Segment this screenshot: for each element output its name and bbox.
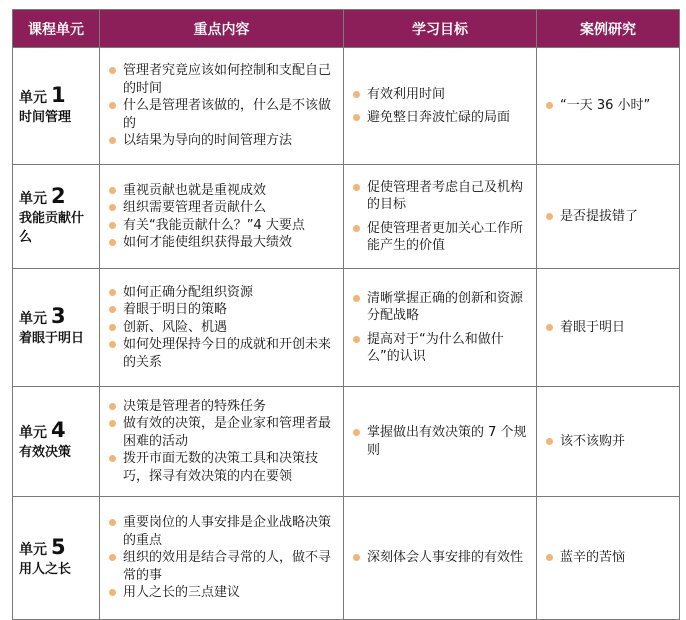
unit-word: 单元 — [19, 425, 47, 441]
header-goals: 学习目标 — [344, 10, 537, 48]
list-item-text: 有效利用时间 — [367, 86, 446, 102]
list-item-text: 如何才能使组织获得最大绩效 — [123, 235, 293, 250]
list-item — [350, 86, 530, 104]
bullet-list — [543, 433, 673, 451]
unit-name: 着眼于明日 — [19, 331, 85, 346]
bullet-list — [543, 319, 673, 337]
unit-label — [19, 534, 93, 579]
table-row — [13, 48, 680, 165]
list-item-text: 什么是管理者该做的，什么是不该做的 — [123, 98, 332, 131]
goals-cell — [344, 387, 537, 497]
unit-label — [19, 304, 93, 348]
table-row — [13, 269, 680, 387]
bullet-icon — [109, 455, 116, 462]
bullet-icon — [109, 137, 116, 144]
bullet-icon — [546, 438, 553, 445]
bullet-icon — [109, 324, 116, 331]
case-cell — [537, 165, 680, 269]
list-item — [106, 336, 337, 371]
unit-cell — [13, 165, 100, 269]
unit-cell — [13, 48, 100, 165]
list-item-text: 掌握做出有效决策的 7 个规则 — [367, 425, 527, 458]
table-row — [13, 387, 680, 497]
unit-word: 单元 — [19, 311, 47, 327]
list-item — [106, 319, 337, 337]
bullet-list — [350, 549, 530, 567]
bullet-icon — [546, 554, 553, 561]
list-item — [106, 62, 337, 97]
bullet-list — [350, 179, 530, 255]
bullet-icon — [109, 589, 116, 596]
header-row — [13, 10, 680, 48]
bullet-list — [106, 514, 337, 602]
case-text: 着眼于明日 — [560, 319, 626, 335]
list-item-text: 重视贡献也就是重视成效 — [123, 182, 267, 198]
bullet-icon — [353, 184, 360, 191]
bullet-icon — [353, 554, 360, 561]
list-item — [106, 584, 337, 602]
list-item-text: 组织需要管理者贡献什么 — [123, 200, 267, 215]
case-item — [543, 549, 673, 567]
content-cell — [100, 165, 344, 269]
case-text: 蓝辛的苦恼 — [560, 550, 626, 566]
bullet-list — [106, 62, 337, 150]
list-item — [106, 217, 337, 235]
list-item-text: 用人之长的三点建议 — [123, 585, 241, 601]
unit-label — [19, 183, 93, 247]
bullet-list — [350, 86, 530, 127]
bullet-icon — [109, 341, 116, 348]
list-item-text: 有关“我能贡献什么？”4 大要点 — [123, 217, 305, 233]
bullet-icon — [353, 91, 360, 98]
bullet-icon — [109, 67, 116, 74]
content-cell — [100, 269, 344, 387]
list-item — [106, 301, 337, 319]
list-item — [350, 549, 530, 567]
list-item-text: 避免整日奔波忙碌的局面 — [367, 110, 511, 125]
goals-cell — [344, 165, 537, 269]
unit-number: 3 — [51, 304, 66, 328]
list-item-text: 拨开市面无数的决策工具和决策技巧，探寻有效决策的内在要领 — [123, 451, 319, 484]
bullet-icon — [109, 187, 116, 194]
unit-name: 有效决策 — [19, 445, 72, 460]
unit-word: 单元 — [19, 89, 47, 106]
case-item — [543, 433, 673, 451]
list-item-text: 重要岗位的人事安排是企业战略决策的重点 — [123, 515, 332, 548]
case-cell — [537, 48, 680, 165]
bullet-icon — [109, 102, 116, 109]
list-item-text: 做有效的决策，是企业家和管理者最困难的活动 — [123, 416, 332, 449]
case-text: “一天 36 小时” — [560, 98, 651, 114]
bullet-list — [106, 398, 337, 486]
table-row — [13, 497, 680, 620]
bullet-icon — [353, 429, 360, 436]
bullet-icon — [546, 213, 553, 220]
bullet-icon — [353, 225, 360, 232]
list-item-text: 深刻体会人事安排的有效性 — [367, 550, 524, 566]
content-cell — [100, 387, 344, 497]
bullet-list — [543, 549, 673, 567]
case-cell — [537, 269, 680, 387]
list-item — [350, 290, 530, 325]
unit-name: 时间管理 — [19, 109, 72, 125]
bullet-list — [543, 97, 673, 115]
course-table — [12, 9, 680, 620]
header-content: 重点内容 — [100, 10, 344, 48]
unit-number: 4 — [51, 418, 66, 442]
list-item-text: 以结果为导向的时间管理方法 — [123, 133, 293, 149]
list-item — [350, 109, 530, 127]
bullet-icon — [109, 403, 116, 410]
list-item-text: 组织的效用是结合寻常的人，做不寻常的事 — [123, 550, 332, 583]
bullet-icon — [109, 519, 116, 526]
list-item-text: 决策是管理者的特殊任务 — [123, 398, 267, 414]
list-item — [350, 331, 530, 366]
content-cell — [100, 497, 344, 620]
case-item — [543, 319, 673, 337]
list-item-text: 清晰掌握正确的创新和资源分配战略 — [367, 290, 524, 323]
bullet-icon — [109, 420, 116, 427]
header-case: 案例研究 — [537, 10, 680, 48]
bullet-icon — [109, 554, 116, 561]
list-item — [106, 199, 337, 217]
list-item — [106, 450, 337, 485]
unit-word: 单元 — [19, 190, 47, 207]
list-item — [106, 132, 337, 150]
unit-cell — [13, 497, 100, 620]
list-item — [106, 549, 337, 584]
list-item — [106, 97, 337, 132]
list-item-text: 管理者究竟应该如何控制和支配自己的时间 — [123, 63, 332, 96]
list-item — [350, 179, 530, 214]
bullet-icon — [109, 222, 116, 229]
content-cell — [100, 48, 344, 165]
bullet-list — [106, 284, 337, 372]
unit-word: 单元 — [19, 541, 47, 558]
list-item — [106, 234, 337, 252]
list-item-text: 创新、风险、机遇 — [123, 319, 228, 335]
bullet-icon — [546, 102, 553, 109]
list-item — [106, 182, 337, 200]
bullet-icon — [546, 324, 553, 331]
list-item — [106, 284, 337, 302]
list-item — [106, 415, 337, 450]
bullet-icon — [109, 289, 116, 296]
case-cell — [537, 387, 680, 497]
list-item — [106, 398, 337, 416]
unit-number: 2 — [51, 183, 66, 208]
case-text: 是否提拔错了 — [560, 208, 639, 224]
bullet-icon — [109, 306, 116, 313]
list-item-text: 促使管理者更加关心工作所能产生的价值 — [367, 220, 524, 253]
table-row — [13, 165, 680, 269]
bullet-list — [106, 182, 337, 252]
unit-label — [19, 418, 93, 462]
list-item-text: 如何正确分配组织资源 — [123, 284, 254, 300]
header-unit: 课程单元 — [13, 10, 100, 48]
unit-cell — [13, 269, 100, 387]
unit-name: 我能贡献什么 — [19, 210, 85, 245]
case-cell — [537, 497, 680, 620]
bullet-icon — [353, 295, 360, 302]
list-item-text: 促使管理者考虑自己及机构的目标 — [367, 179, 524, 212]
bullet-icon — [109, 239, 116, 246]
list-item-text: 着眼于明日的策略 — [123, 302, 228, 318]
case-item — [543, 208, 673, 226]
bullet-list — [350, 424, 530, 459]
unit-cell — [13, 387, 100, 497]
unit-name: 用人之长 — [19, 561, 72, 577]
case-item — [543, 97, 673, 115]
list-item — [350, 424, 530, 459]
list-item-text: 提高对于“为什么和做什么”的认识 — [367, 331, 504, 364]
goals-cell — [344, 497, 537, 620]
goals-cell — [344, 269, 537, 387]
list-item — [350, 220, 530, 255]
unit-number: 5 — [51, 534, 66, 559]
goals-cell — [344, 48, 537, 165]
bullet-list — [350, 290, 530, 366]
list-item-text: 如何处理保持今日的成就和开创未来的关系 — [123, 337, 332, 370]
unit-number: 1 — [51, 82, 66, 107]
list-item — [106, 514, 337, 549]
bullet-icon — [109, 204, 116, 211]
unit-label — [19, 82, 93, 127]
bullet-icon — [353, 114, 360, 121]
bullet-list — [543, 208, 673, 226]
case-text: 该不该购并 — [560, 433, 626, 449]
bullet-icon — [353, 336, 360, 343]
